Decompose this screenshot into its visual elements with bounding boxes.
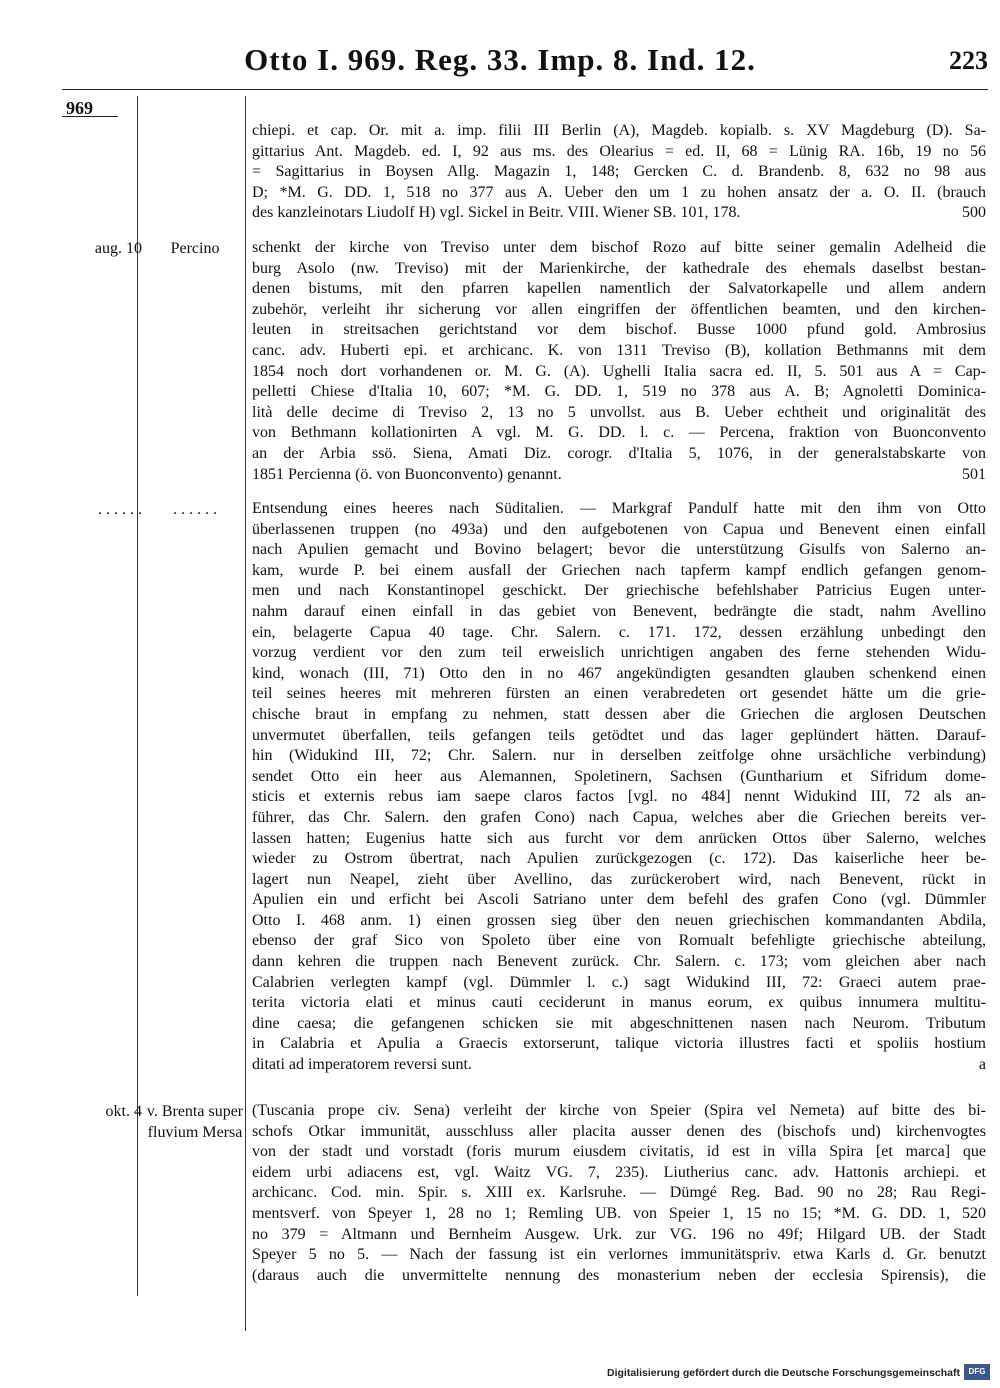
text-line: teil seines heeres mit mehreren fürsten an einen verabredeten ort gesendet hätte um die grie- xyxy=(252,685,986,703)
text-line: ditati ad imperatorem reversi sunt. xyxy=(252,1056,472,1074)
regest-text xyxy=(252,1101,986,1286)
text-line: in Calabria et Apulia a Graecis extorserunt, talique victoria illustres facti et spoliis hostium xyxy=(252,1035,986,1053)
text-line: (daraus auch die unvermittelte nennung des monasterium neben der ecclesia Spirensis), die xyxy=(252,1266,986,1284)
digitization-credit: Digitalisierung gefördert durch die Deutsche Forschungsgemeinschaft xyxy=(607,1367,960,1379)
regest-number: 501 xyxy=(962,465,986,483)
text-line: denen bistums, mit den pfarren kapellen namentlich der Salvatorkapelle und allem andern xyxy=(252,280,986,298)
regest-text xyxy=(252,121,986,224)
text-line: vorzug verdient vor den zum teil erweislich unrichtigen angaben des ferne stehenden Widu- xyxy=(252,644,986,662)
entry-place: Percino xyxy=(170,240,220,257)
text-line: terita victoria elati et minus cauti ceciderunt in manus eorum, ex quibus innumera multitu- xyxy=(252,994,986,1012)
text-line: eidem urbi adiacens est, vgl. Waitz VG. 7, 235). Liutherius canc. adv. Hattonis archiepi. et xyxy=(252,1163,986,1181)
regest-number: a xyxy=(978,1056,986,1074)
text-line: dine caesa; die gefangenen schicken sie mit abgeschnittenen nasen nach Neurom. Tributum xyxy=(252,1014,986,1032)
text-line: Apulien ein und erficht bei Ascoli Satriano unter dem befehl des grafen Cono (vgl. Dümmler xyxy=(252,891,986,909)
text-line: 1851 Percienna (ö. von Buonconvento) genannt. xyxy=(252,465,562,483)
column-divider-right xyxy=(245,96,246,1331)
entry-place: . . . . . . xyxy=(173,501,217,518)
text-line: canc. adv. Huberti epi. et archicanc. K. von 1311 Treviso (B), kollation Bethmanns mit dem xyxy=(252,341,986,359)
text-line: kind, wonach (III, 71) Otto den in no 467 angekündigten gesandten glauben schenkend einen xyxy=(252,664,986,682)
text-line-last xyxy=(252,203,986,224)
text-line: ebenso der graf Sico von Spoleto über eine von Romualt befehligte griechische abteilung, xyxy=(252,932,986,950)
text-line: (Tuscania prope civ. Sena) verleiht der kirche von Speier (Spira vel Nemeta) auf bitte des bi- xyxy=(252,1102,986,1119)
text-line: sticis et externis rebus iam saepe claros factos [vgl. no 484] nennt Widukind III, 72 als an- xyxy=(252,788,986,806)
entry-date: okt. 4 xyxy=(105,1103,142,1120)
entry-place: v. Brenta super fluvium Mersa xyxy=(146,1103,244,1141)
regest-text xyxy=(252,238,986,485)
text-line: gittarius Ant. Magdeb. ed. I, 92 aus ms. des Olearius = ed. II, 68 = Lünig RA. 16b, 19 no 56 xyxy=(252,142,986,160)
text-line: lagert nun Neapel, zieht über Avellino, das zurückerobert wird, nach Benevent, rückt in xyxy=(252,870,986,888)
year-underline xyxy=(62,116,118,117)
dfg-logo-icon: DFG xyxy=(964,1364,990,1380)
text-line: von der stadt und vorstadt (foris murum eiusdem civitatis, id est in villa Spira [et marca] que xyxy=(252,1143,986,1161)
text-line-last xyxy=(252,465,986,486)
text-line: dann kehren die truppen nach Benevent zurück. Chr. Salern. c. 173; vom gleichen aber nach xyxy=(252,953,986,971)
text-line: D; *M. G. DD. 1, 518 no 377 aus A. Ueber den um 1 zu hohen ansatz der a. O. II. (brauch xyxy=(252,183,986,201)
text-line: führer, das Chr. Salern. den grafen Cono) nach Capua, welches aber die Griechen bereits ver- xyxy=(252,808,986,826)
text-line: an der Arbia ssö. Siena, Amati Diz. corogr. d'Italia 5, 1076, in der generalstabskarte von xyxy=(252,444,986,462)
entry-date: . . . . . . xyxy=(98,501,142,518)
text-line: kam, wurde P. bei einem ausfall der Griechen nach tapferm kampf endlich gefangen genom- xyxy=(252,561,986,579)
page-header-title: Otto I. 969. Reg. 33. Imp. 8. Ind. 12. xyxy=(244,42,756,77)
text-line: mentsverf. von Speyer 1, 28 no 1; Remling UB. von Speier 1, 15 no 15; *M. G. DD. 1, 520 xyxy=(252,1204,986,1222)
regest-text xyxy=(252,499,986,1076)
text-line: schenkt der kirche von Treviso unter dem bischof Rozo auf bitte seiner gemalin Adelheid die xyxy=(252,239,986,256)
text-line: nahm darauf einen einfall in das gebiet von Benevent, bedrängte die stadt, nahm Avellino xyxy=(252,602,986,620)
entry-date: aug. 10 xyxy=(94,240,142,257)
text-line: Speyer 5 no 5. — Nach der fassung ist ein verlornes immunitätspriv. etwa Karls d. Gr. benutzt xyxy=(252,1246,986,1264)
text-line: leuten in streitsachen gerichtstand vor dem bischof. Busse 1000 pfund gold. Ambrosius xyxy=(252,321,986,339)
text-line: unvermutet überfallen, teils gefangen teils getödtet und das lager geplündert hätten. Darauf- xyxy=(252,726,986,744)
text-line: = Sagittarius in Boysen Allg. Magazin 1, 148; Gercken C. d. Brandenb. 8, 632 no 98 aus xyxy=(252,163,986,181)
text-line: men und nach Konstantinopel geschickt. Der griechische befehlshaber Patricius Eugen unter- xyxy=(252,582,986,600)
text-line: archicanc. Cod. min. Spir. s. XIII ex. Karlsruhe. — Dümgé Reg. Bad. 90 no 28; Rau Regi- xyxy=(252,1184,986,1202)
text-line: nach Apulien gemacht und Bovino belagert; bevor die unterstützung Gisulfs von Salerno an- xyxy=(252,541,986,559)
text-line: no 379 = Altmann und Bernheim Ausgew. Urk. zur VG. 196 no 49f; Hilgard UB. der Stadt xyxy=(252,1225,986,1243)
text-line: zubehör, verleiht ihr sicherung vor allen eingriffen der öffentlichen beamten, und den kirchen- xyxy=(252,300,986,318)
page-number: 223 xyxy=(949,46,988,75)
text-line: lassen hatten; Eugenius hatte sich aus furcht vor dem anrücken Ottos über Salerno, welches xyxy=(252,829,986,847)
text-line: schofs Otkar immunität, ausschluss aller placita ausser denen des (bischofs und) kirchenvogtes xyxy=(252,1122,986,1140)
text-line: chiepi. et cap. Or. mit a. imp. filii III Berlin (A), Magdeb. kopialb. s. XV Magdeburg (D). Sa- xyxy=(252,122,986,139)
text-line: ein, belagerte Capua 40 tage. Chr. Salern. c. 171. 172, dessen erzählung unbedingt den xyxy=(252,623,986,641)
text-line: überlassenen truppen (no 493a) und den aufgebotenen von Capua und Benevent einen einfall xyxy=(252,520,986,538)
text-line: des kanzleinotars Liudolf H) vgl. Sickel in Beitr. VIII. Wiener SB. 101, 178. xyxy=(252,204,741,222)
regest-number: 500 xyxy=(962,204,986,222)
text-line: burg Asolo (nw. Treviso) mit der Marienkirche, der kathedrale des ehemals daselbst bestan- xyxy=(252,259,986,277)
text-line: hin (Widukind III, 72; Chr. Salern. nur in derselben zeitfolge ohne ursächliche verbindung) xyxy=(252,747,986,765)
text-line: sendet Otto ein heer aus Alemannen, Spoletinern, Sachsen (Guntharium et Sifridum dome- xyxy=(252,767,986,785)
text-line: pelletti Chiese d'Italia 10, 607; *M. G. DD. 1, 519 no 378 aus A. B; Agnoletti Dominica- xyxy=(252,383,986,401)
text-line: 1854 noch dort vorhandenen or. M. G. (A). Ughelli Italia sacra ed. II, 5. 501 aus A = Cap- xyxy=(252,362,986,380)
text-line: von Bethmann kollationirten A vgl. M. G. DD. l. c. — Percena, fraktion von Buonconvento xyxy=(252,424,986,442)
text-line: Otto I. 468 anm. 1) einen grossen sieg über den neuen griechischen kommandanten Abdila, xyxy=(252,911,986,929)
text-line-last xyxy=(252,1055,986,1076)
text-line: lità delle decime di Treviso 2, 13 no 5 unvollst. aus B. Ueber echtheit und originalität des xyxy=(252,403,986,421)
header-divider xyxy=(62,89,988,90)
text-line: Calabrien verlegten kampf (vgl. Dümmler l. c.) sagt Widukind III, 72: Graeci autem prae- xyxy=(252,973,986,991)
text-line: Entsendung eines heeres nach Süditalien. — Markgraf Pandulf hatte mit den ihm von Otto xyxy=(252,500,986,517)
text-line: chische braut in empfang zu nehmen, statt dessen aber die Griechen die arglosen Deutschen xyxy=(252,705,986,723)
year-label: 969 xyxy=(66,98,93,118)
text-line: wieder zu Ostrom übertrat, nach Apulien zurückgezogen (c. 172). Das kaiserliche heer be- xyxy=(252,850,986,868)
